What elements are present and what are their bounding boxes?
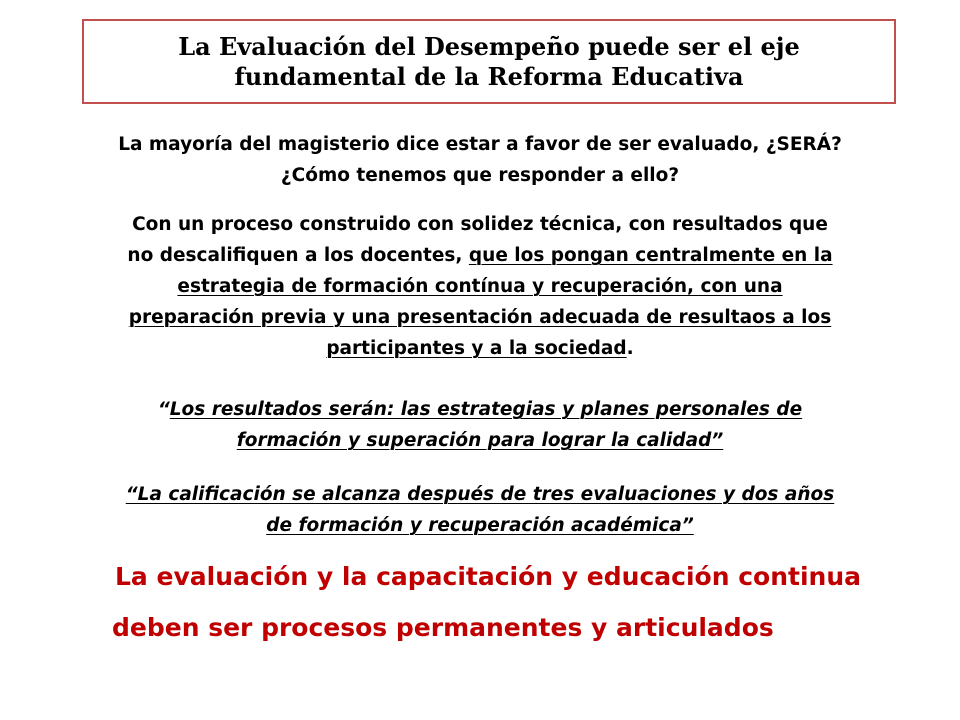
slide-title-line-1: La Evaluación del Desempeño puede ser el eje — [178, 31, 800, 61]
slide-title-box — [82, 19, 896, 104]
answer-line-2-underlined: que los pongan centralmente en la — [468, 245, 833, 266]
answer-line-4: preparación previa y una presentación adecuada de resultaos a los — [128, 307, 832, 328]
quote-results-line-2: formación y superación para lograr la calidad” — [236, 430, 724, 451]
question-paragraph — [60, 129, 900, 191]
answer-line-5-underlined: participantes y a la sociedad — [326, 338, 627, 359]
conclusion-line-1: La evaluación y la capacitación y educación continua — [115, 562, 861, 591]
slide-title-line-2: fundamental de la Reforma Educativa — [234, 61, 744, 91]
question-line-1: La mayoría del magisterio dice estar a favor de ser evaluado, ¿SERÁ? — [118, 134, 842, 155]
quote-qualification-line-1: “La calificación se alcanza después de tres evaluaciones y dos años — [125, 484, 835, 505]
answer-line-5 — [60, 333, 900, 364]
quote-qualification — [60, 479, 900, 541]
answer-paragraph — [60, 209, 900, 364]
answer-line-1: Con un proceso construido con solidez técnica, con resultados que — [132, 214, 828, 235]
quote-results-line-1-text: Los resultados serán: las estrategias y planes personales de — [169, 399, 803, 420]
answer-line-2 — [60, 240, 900, 271]
conclusion-line-2: deben ser procesos permanentes y articulados — [112, 613, 774, 642]
quote-results-line-1 — [60, 394, 900, 425]
question-line-2: ¿Cómo tenemos que responder a ello? — [280, 165, 680, 186]
answer-line-3: estrategia de formación contínua y recuperación, con una — [177, 276, 783, 297]
answer-line-5-end: . — [626, 338, 634, 359]
quote-results-open-quote: “ — [157, 399, 170, 420]
quote-results — [60, 394, 900, 456]
answer-line-2-plain: no descalifiquen a los docentes, — [127, 245, 469, 266]
quote-qualification-line-2: de formación y recuperación académica” — [266, 515, 694, 536]
